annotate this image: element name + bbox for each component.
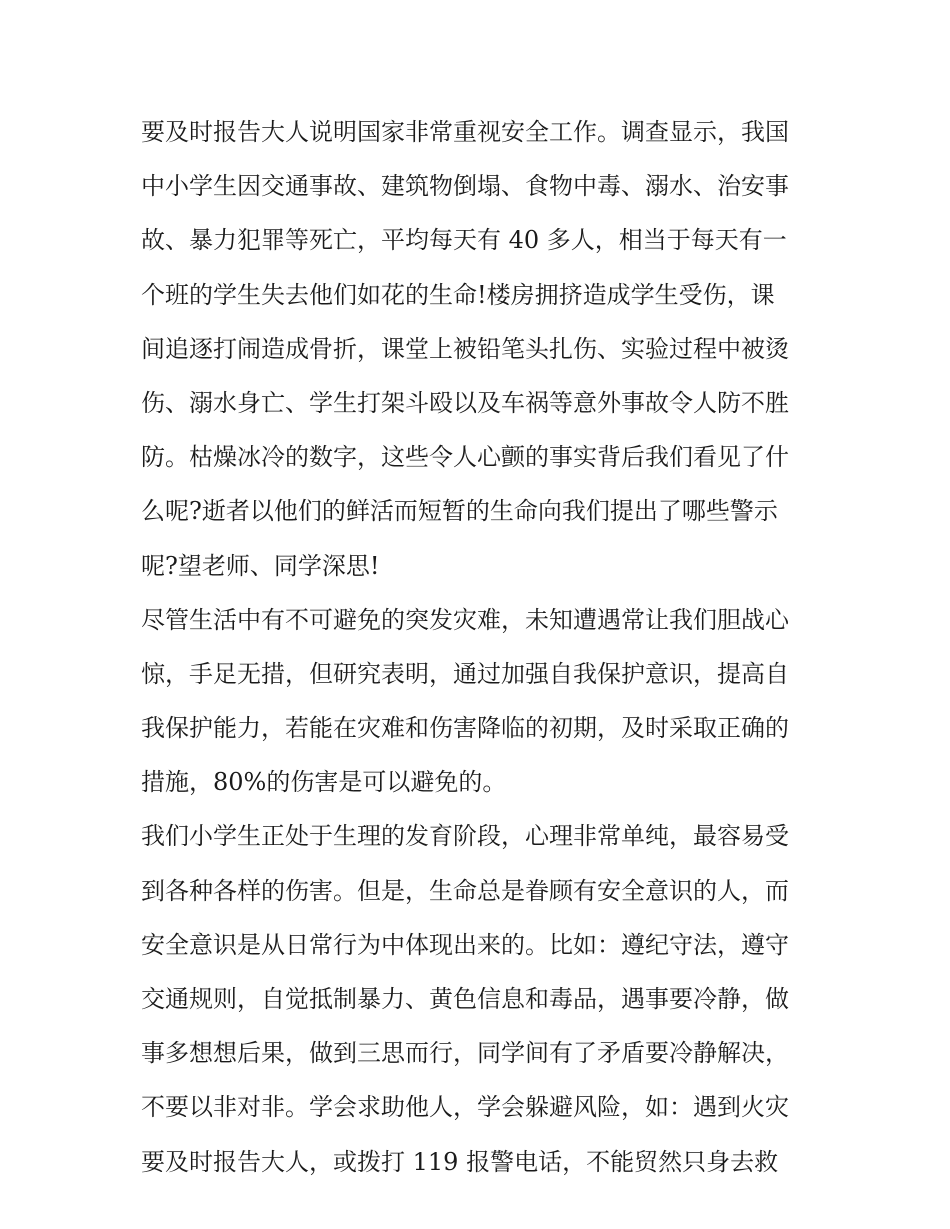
paragraph-3 [141,809,813,1188]
text-line: 惊，手足无措，但研究表明，通过加强自我保护意识，提高自 [141,659,789,688]
text-line: 事多想想后果，做到三思而行，同学间有了矛盾要冷静解决， [141,1039,789,1068]
text-line: 我保护能力，若能在灾难和伤害降临的初期，及时采取正确的 [141,714,789,743]
text-line: 防。枯燥冰冷的数字，这些令人心颤的事实背后我们看见了什 [141,443,789,472]
text-line: 伤、溺水身亡、学生打架斗殴以及车祸等意外事故令人防不胜 [141,388,789,417]
text-line: 要及时报告大人，或拨打 119 报警电话，不能贸然只身去救 [141,1147,779,1176]
text-line: 措施，80%的伤害是可以避免的。 [141,768,507,797]
text-line: 要及时报告大人说明国家非常重视安全工作。调查显示，我国 [141,118,789,146]
text-line: 尽管生活中有不可避免的突发灾难，未知遭遇常让我们胆战心 [141,605,789,634]
text-line: 安全意识是从日常行为中体现出来的。比如：遵纪守法，遵守 [141,930,789,959]
text-line: 么呢?逝者以他们的鲜活而短暂的生命向我们提出了哪些警示 [141,497,778,526]
text-line: 间追逐打闹造成骨折，课堂上被铅笔头扎伤、实验过程中被烫 [141,334,789,363]
text-line: 个班的学生失去他们如花的生命!楼房拥挤造成学生受伤，课 [141,280,775,309]
paragraph-2 [141,593,813,810]
paragraph-1 [141,105,813,593]
text-line: 不要以非对非。学会求助他人，学会躲避风险，如：遇到火灾 [141,1093,789,1122]
text-line: 我们小学生正处于生理的发育阶段，心理非常单纯，最容易受 [141,822,789,851]
text-line: 故、暴力犯罪等死亡，平均每天有 40 多人，相当于每天有一 [141,226,787,255]
text-line: 呢?望老师、同学深思! [141,551,380,580]
text-line: 中小学生因交通事故、建筑物倒塌、食物中毒、溺水、治安事 [141,172,789,201]
text-line: 交通规则，自觉抵制暴力、黄色信息和毒品，遇事要冷静，做 [141,985,789,1013]
body-text [141,105,813,1189]
text-line: 到各种各样的伤害。但是，生命总是眷顾有安全意识的人，而 [141,876,789,905]
